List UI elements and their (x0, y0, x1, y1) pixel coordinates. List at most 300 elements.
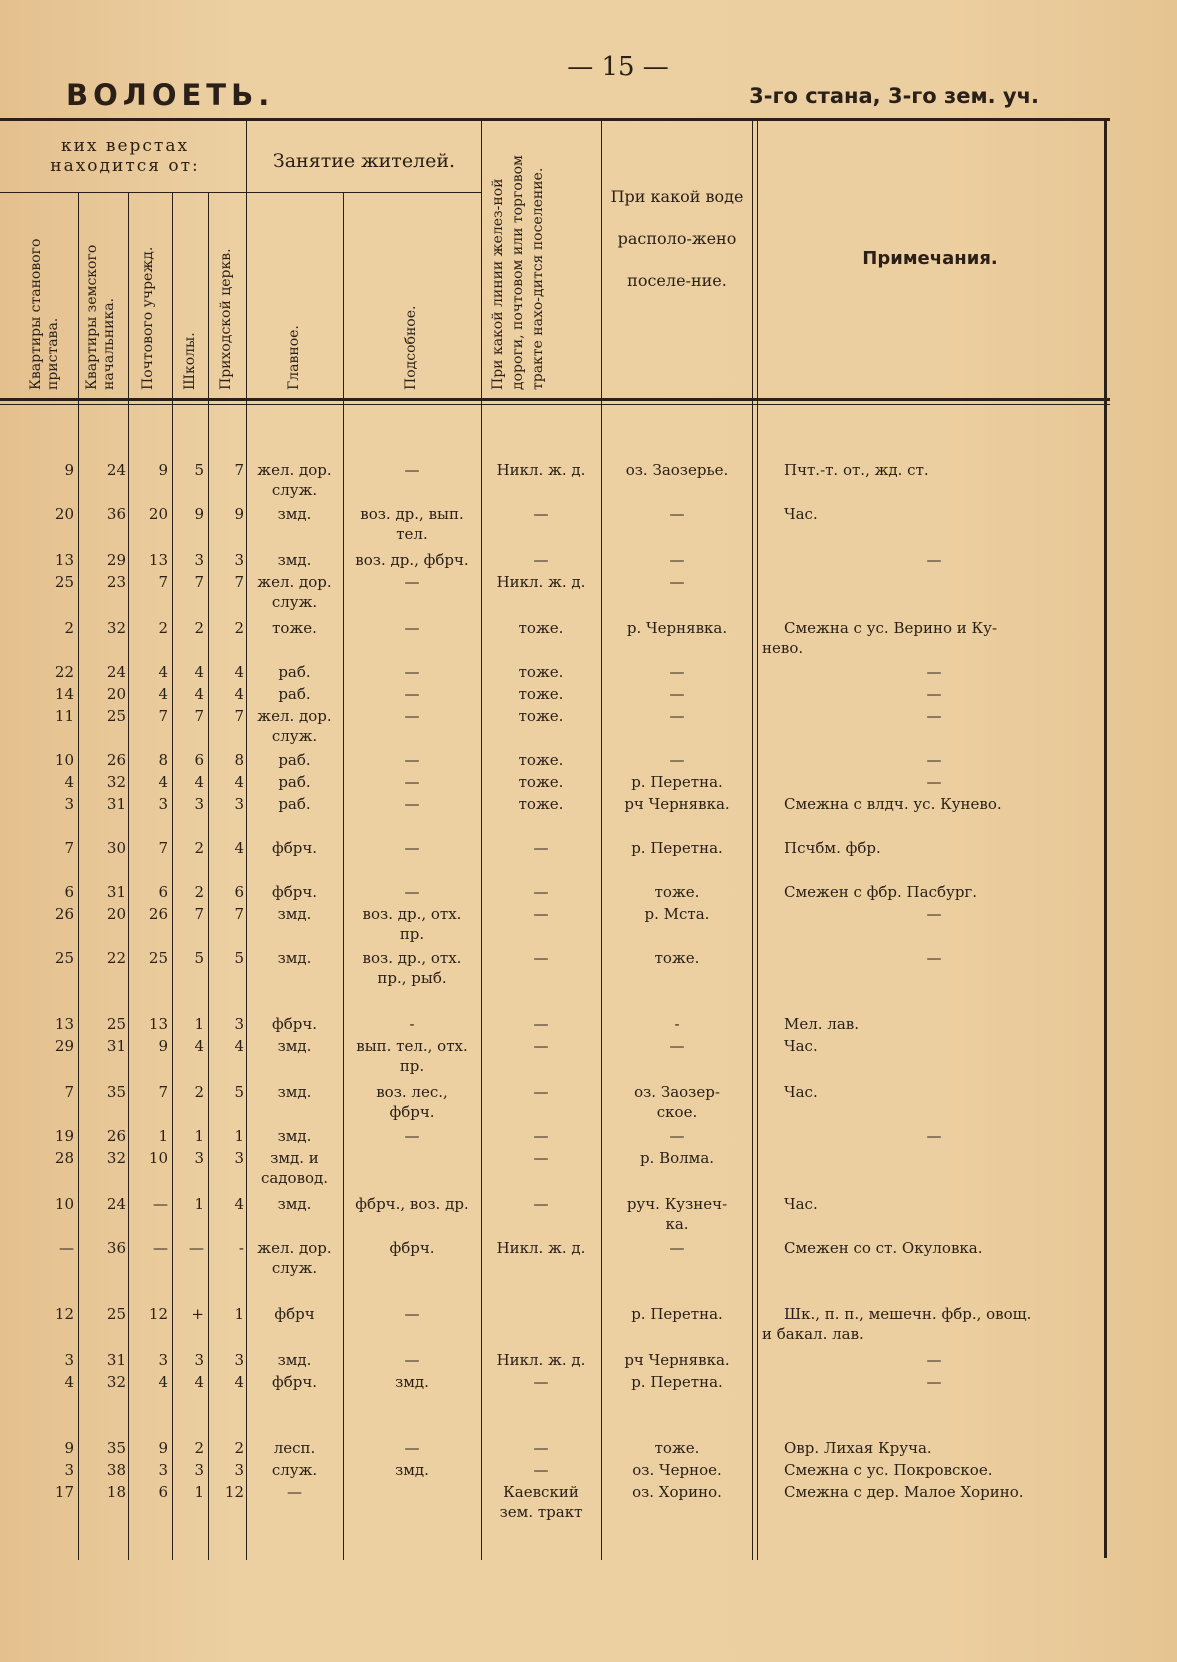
distance-cell: 10 (54, 1195, 74, 1213)
note-cell: — (926, 1127, 942, 1145)
occupation-aux-cell: воз. др., вып. (360, 505, 464, 523)
distance-cell: 25 (148, 949, 168, 967)
distance-cell: 3 (234, 1149, 244, 1167)
distance-cell: 4 (234, 1373, 244, 1391)
occupation-main-cell: змд. (277, 551, 312, 569)
distance-cell: 1 (194, 1127, 204, 1145)
distance-cell: 31 (106, 1037, 126, 1055)
occupation-aux-cell: змд. (395, 1373, 429, 1391)
distance-cell: 7 (194, 573, 204, 591)
railway-cell: тоже. (518, 751, 564, 769)
occupation-main-cell: садовод. (260, 1169, 329, 1187)
note-cell: — (926, 551, 942, 569)
distance-cell: 31 (106, 1351, 126, 1369)
railway-cell: — (533, 1037, 549, 1055)
distance-cell: 4 (234, 1195, 244, 1213)
occupation-main-cell: тоже. (272, 619, 317, 637)
distance-cell: 3 (194, 795, 204, 813)
distance-cell: 28 (54, 1149, 74, 1167)
water-cell: — (669, 1127, 685, 1145)
distance-cell: 7 (234, 905, 244, 923)
note-cell: Смежна с дер. Малое Хорино. (784, 1483, 1024, 1501)
distance-cell: 17 (54, 1483, 74, 1501)
distance-cell: 2 (194, 619, 204, 637)
note-cell: Смежен с фбр. Пасбург. (784, 883, 978, 901)
occupation-main-cell: фбрч. (271, 839, 318, 857)
page-number: — 15 — (567, 52, 669, 82)
railway-cell: — (533, 1195, 549, 1213)
distance-cell: 4 (64, 1373, 74, 1391)
note-cell: Смежен со ст. Окуловка. (784, 1239, 983, 1257)
distance-cell: 1 (194, 1483, 204, 1501)
occupation-main-cell: — (287, 1483, 302, 1501)
col-rule (757, 120, 758, 1560)
distance-cell: 6 (234, 883, 244, 901)
water-cell: оз. Заозер- (634, 1083, 720, 1101)
distance-cell: 7 (234, 707, 244, 725)
railway-cell: Никл. ж. д. (496, 573, 586, 591)
water-cell: оз. Хорино. (632, 1483, 722, 1501)
occupation-main-cell: жел. дор. (257, 573, 332, 591)
col-header-school: Школы. (182, 332, 198, 390)
occupation-aux-cell: — (404, 773, 420, 791)
railway-cell: Никл. ж. д. (496, 1351, 586, 1369)
railway-cell: Никл. ж. д. (496, 461, 586, 479)
col-rule (752, 120, 753, 1560)
distance-cell: 24 (106, 461, 126, 479)
water-cell: р. Чернявка. (626, 619, 728, 637)
note-cell: — (926, 1351, 942, 1369)
distance-cell: 3 (194, 551, 204, 569)
occupation-main-cell: раб. (278, 773, 311, 791)
note-cell: — (926, 685, 942, 703)
railway-cell: — (533, 1083, 549, 1101)
distance-cell: 1 (194, 1195, 204, 1213)
occupation-aux-cell: - (409, 1015, 415, 1033)
distance-cell: 4 (194, 685, 204, 703)
distance-cell: 36 (106, 505, 126, 523)
distance-cell: 20 (54, 505, 74, 523)
distance-cell: 7 (158, 573, 168, 591)
distance-cell: 24 (106, 663, 126, 681)
occupation-aux-cell: — (404, 839, 420, 857)
distance-cell: 4 (194, 1037, 204, 1055)
distance-cell: 35 (106, 1083, 126, 1101)
distance-cell: 6 (64, 883, 74, 901)
group-rule-1 (0, 192, 246, 193)
occupation-main-cell: раб. (278, 663, 311, 681)
group-occupation-header: Занятие жителей. (272, 150, 456, 172)
distance-cell: — (153, 1195, 168, 1213)
distance-cell: 2 (158, 619, 168, 637)
distance-cell: 2 (194, 1083, 204, 1101)
distance-cell: 1 (158, 1127, 168, 1145)
distance-cell: 31 (106, 795, 126, 813)
railway-cell: тоже. (518, 707, 564, 725)
distance-cell: 2 (64, 619, 74, 637)
occupation-main-cell: служ. (271, 1259, 318, 1277)
col-header-notes: Примечания. (862, 248, 998, 269)
occupation-main-cell: змд. (277, 1127, 312, 1145)
distance-cell: 38 (106, 1461, 126, 1479)
distance-cell: 4 (234, 1037, 244, 1055)
water-cell: руч. Кузнеч- (626, 1195, 728, 1213)
distance-cell: 7 (158, 839, 168, 857)
occupation-aux-cell: воз. др., отх. (362, 905, 462, 923)
water-cell: р. Мста. (644, 905, 710, 923)
note-cell: Овр. Лихая Круча. (784, 1439, 932, 1457)
distance-cell: 13 (148, 551, 168, 569)
occupation-main-cell: змд. (277, 1195, 312, 1213)
distance-cell: 32 (106, 619, 126, 637)
distance-cell: 5 (194, 461, 204, 479)
water-cell: ское. (656, 1103, 698, 1121)
distance-cell: 7 (194, 905, 204, 923)
occupation-main-cell: служ. (271, 1461, 318, 1479)
distance-cell: 3 (64, 795, 74, 813)
railway-cell: — (533, 949, 549, 967)
note-cell: — (926, 773, 942, 791)
water-cell: р. Перетна. (631, 1373, 723, 1391)
water-cell: — (669, 707, 685, 725)
distance-cell: 29 (54, 1037, 74, 1055)
distance-cell: 9 (158, 461, 168, 479)
note-cell: Пчт.-т. от., жд. ст. (784, 461, 929, 479)
distance-cell: — (189, 1239, 204, 1257)
distance-cell: 10 (54, 751, 74, 769)
distance-cell: 3 (234, 1461, 244, 1479)
water-cell: тоже. (654, 1439, 700, 1457)
distance-cell: 24 (106, 1195, 126, 1213)
distance-cell: 4 (194, 663, 204, 681)
col-header-church: Приходской церкв. (218, 248, 234, 390)
distance-cell: 4 (194, 773, 204, 791)
distance-cell: 25 (54, 949, 74, 967)
water-cell: р. Перетна. (631, 773, 723, 791)
distance-cell: 4 (158, 773, 168, 791)
distance-cell: 25 (106, 1015, 126, 1033)
water-cell: — (669, 685, 685, 703)
note-cell: — (926, 663, 942, 681)
occupation-aux-cell: — (404, 1439, 420, 1457)
distance-cell: 32 (106, 773, 126, 791)
note-cell: Шк., п. п., мешечн. фбр., овощ. (784, 1305, 1032, 1323)
distance-cell: 26 (54, 905, 74, 923)
occupation-aux-cell: воз. др., отх. (362, 949, 462, 967)
distance-cell: 6 (194, 751, 204, 769)
water-cell: оз. Черное. (632, 1461, 722, 1479)
note-cell: — (926, 949, 942, 967)
occupation-main-cell: служ. (271, 593, 318, 611)
occupation-aux-cell: — (404, 707, 420, 725)
distance-cell: 30 (106, 839, 126, 857)
distance-cell: 4 (234, 839, 244, 857)
right-rule (1104, 118, 1107, 1558)
distance-cell: 2 (234, 1439, 244, 1457)
railway-cell: — (533, 1373, 549, 1391)
district-title: ВОЛОЕТЬ. (66, 78, 275, 112)
occupation-aux-cell: — (404, 883, 420, 901)
railway-cell: тоже. (518, 619, 564, 637)
distance-cell: 25 (54, 573, 74, 591)
distance-cell: 1 (194, 1015, 204, 1033)
distance-cell: 2 (194, 883, 204, 901)
water-cell: ка. (665, 1215, 689, 1233)
distance-cell: 4 (234, 685, 244, 703)
occupation-main-cell: раб. (278, 685, 311, 703)
occupation-aux-cell: — (404, 795, 420, 813)
distance-cell: 12 (148, 1305, 168, 1323)
water-cell: — (669, 505, 685, 523)
occupation-aux-cell: — (404, 461, 420, 479)
note-cell: Мел. лав. (784, 1015, 859, 1033)
distance-cell: 6 (158, 1483, 168, 1501)
occupation-main-cell: служ. (271, 481, 318, 499)
distance-cell: 35 (106, 1439, 126, 1457)
water-cell: — (669, 751, 685, 769)
distance-cell: 5 (194, 949, 204, 967)
occupation-aux-cell: фбрч. (389, 1239, 435, 1257)
distance-cell: 9 (158, 1439, 168, 1457)
railway-cell: — (533, 839, 549, 857)
railway-cell: — (533, 883, 549, 901)
distance-cell: — (59, 1239, 74, 1257)
occupation-aux-cell: — (404, 751, 420, 769)
station-title: 3-го стана, 3-го зем. уч. (749, 84, 1039, 108)
distance-cell: 4 (158, 685, 168, 703)
distance-cell: 7 (158, 707, 168, 725)
distance-cell: 32 (106, 1149, 126, 1167)
distance-cell: 2 (234, 619, 244, 637)
occupation-main-cell: фбрч (274, 1305, 315, 1323)
col-header-stanovoy: Квартиры станового пристава. (28, 238, 61, 390)
railway-cell: — (533, 551, 549, 569)
distance-cell: 19 (54, 1127, 74, 1145)
water-cell: тоже. (654, 949, 700, 967)
distance-cell: 3 (234, 1351, 244, 1369)
distance-cell: 13 (148, 1015, 168, 1033)
note-cell: — (926, 905, 942, 923)
distance-cell: 25 (106, 707, 126, 725)
distance-cell: 29 (106, 551, 126, 569)
distance-cell: 20 (106, 905, 126, 923)
distance-cell: 3 (234, 1015, 244, 1033)
distance-cell: 3 (194, 1461, 204, 1479)
distance-cell: 7 (234, 461, 244, 479)
note-cell: — (926, 707, 942, 725)
railway-cell: тоже. (518, 663, 564, 681)
occupation-aux-cell: воз. лес., (376, 1083, 448, 1101)
water-cell: — (669, 1037, 685, 1055)
distance-cell: 3 (194, 1149, 204, 1167)
occupation-aux-cell: — (404, 685, 420, 703)
distance-cell: + (191, 1305, 204, 1323)
water-cell: рч Чернявка. (624, 1351, 730, 1369)
note-cell: — (926, 1373, 942, 1391)
distance-cell: 9 (194, 505, 204, 523)
distance-cell: 9 (158, 1037, 168, 1055)
distance-cell: 4 (64, 773, 74, 791)
distance-cell: - (238, 1239, 244, 1257)
distance-cell: 7 (234, 573, 244, 591)
distance-cell: 26 (148, 905, 168, 923)
distance-cell: 3 (234, 795, 244, 813)
occupation-main-cell: жел. дор. (257, 707, 332, 725)
water-cell: — (669, 1239, 685, 1257)
occupation-main-cell: жел. дор. (257, 461, 332, 479)
distance-cell: 1 (234, 1305, 244, 1323)
distance-cell: 7 (64, 1083, 74, 1101)
distance-cell: 26 (106, 1127, 126, 1145)
occupation-main-cell: змд. (277, 905, 312, 923)
col-header-line: При какой линии желез-ной дороги, почтовом или торговом тракте нахо-дится поселение. (490, 155, 546, 390)
note-cell: Смежна с ус. Покровское. (784, 1461, 993, 1479)
distance-cell: 3 (158, 795, 168, 813)
distance-cell: 4 (234, 773, 244, 791)
distance-cell: 9 (64, 461, 74, 479)
occupation-aux-cell: змд. (395, 1461, 429, 1479)
water-cell: оз. Заозерье. (625, 461, 729, 479)
note-cell: Смежна с влдч. ус. Кунево. (784, 795, 1002, 813)
distance-cell: 3 (158, 1461, 168, 1479)
distance-cell: 4 (158, 663, 168, 681)
railway-cell: — (533, 1461, 549, 1479)
distance-cell: 5 (234, 1083, 244, 1101)
distance-cell: 8 (234, 751, 244, 769)
railway-cell: — (533, 505, 549, 523)
note-cell: — (926, 751, 942, 769)
distance-cell: 4 (158, 1373, 168, 1391)
railway-cell: — (533, 1439, 549, 1457)
group-rule-2 (246, 192, 481, 193)
occupation-aux-cell: пр., рыб. (377, 969, 447, 987)
distance-cell: 7 (64, 839, 74, 857)
occupation-main-cell: фбрч. (271, 1015, 318, 1033)
occupation-main-cell: фбрч. (271, 883, 318, 901)
distance-cell: 22 (106, 949, 126, 967)
railway-cell: Никл. ж. д. (496, 1239, 586, 1257)
distance-cell: 6 (158, 883, 168, 901)
water-cell: рч Чернявка. (624, 795, 730, 813)
note-cell: Час. (784, 1195, 818, 1213)
distance-cell: 9 (234, 505, 244, 523)
distance-cell: 4 (194, 1373, 204, 1391)
distance-cell: 4 (234, 663, 244, 681)
railway-cell: тоже. (518, 685, 564, 703)
distance-cell: 8 (158, 751, 168, 769)
railway-cell: — (533, 905, 549, 923)
occupation-main-cell: змд. и (270, 1149, 319, 1167)
distance-cell: 2 (194, 839, 204, 857)
occupation-main-cell: служ. (271, 727, 318, 745)
col-header-post: Почтового учрежд. (140, 246, 156, 390)
col-header-aux: Подсобное. (403, 305, 419, 390)
distance-cell: 9 (64, 1439, 74, 1457)
distance-cell: 14 (54, 685, 74, 703)
occupation-main-cell: змд. (277, 1351, 312, 1369)
occupation-aux-cell: фбрч., воз. др. (355, 1195, 469, 1213)
note-cell: Псчбм. фбр. (784, 839, 881, 857)
distance-cell: 26 (106, 751, 126, 769)
header-rule (0, 398, 1110, 401)
col-header-main: Главное. (286, 325, 302, 390)
distance-cell: 22 (54, 663, 74, 681)
col-rule (128, 192, 129, 1560)
distance-cell: 2 (194, 1439, 204, 1457)
distance-cell: 20 (148, 505, 168, 523)
occupation-main-cell: раб. (278, 751, 311, 769)
distance-cell: 3 (194, 1351, 204, 1369)
occupation-aux-cell: — (404, 1127, 420, 1145)
railway-cell: — (533, 1127, 549, 1145)
note-cell: нево. (762, 639, 804, 657)
distance-cell: 3 (64, 1351, 74, 1369)
distance-cell: 13 (54, 1015, 74, 1033)
water-cell: тоже. (654, 883, 700, 901)
distance-cell: 18 (106, 1483, 126, 1501)
distance-cell: 25 (106, 1305, 126, 1323)
distance-cell: 11 (54, 707, 74, 725)
railway-cell: тоже. (518, 795, 564, 813)
occupation-aux-cell: пр. (399, 1057, 425, 1075)
railway-cell: тоже. (518, 773, 564, 791)
occupation-aux-cell: — (404, 663, 420, 681)
note-cell: Смежна с ус. Верино и Ку- (784, 619, 998, 637)
occupation-aux-cell: — (404, 619, 420, 637)
group-distance-header: ких верстах находится от: (50, 136, 200, 176)
distance-cell: 20 (106, 685, 126, 703)
distance-cell: 13 (54, 551, 74, 569)
distance-cell: 7 (158, 1083, 168, 1101)
note-cell: Час. (784, 1083, 818, 1101)
water-cell: — (669, 551, 685, 569)
note-cell: и бакал. лав. (762, 1325, 864, 1343)
occupation-main-cell: змд. (277, 1037, 312, 1055)
water-cell: — (669, 663, 685, 681)
distance-cell: 7 (194, 707, 204, 725)
distance-cell: 3 (158, 1351, 168, 1369)
railway-cell: — (533, 1149, 549, 1167)
occupation-main-cell: раб. (278, 795, 311, 813)
header-rule-thin (0, 404, 1110, 405)
railway-cell: Каевский (503, 1483, 579, 1501)
distance-cell: 12 (54, 1305, 74, 1323)
distance-cell: 3 (234, 551, 244, 569)
occupation-aux-cell: — (404, 1351, 420, 1369)
occupation-main-cell: лесп. (273, 1439, 316, 1457)
distance-cell: 32 (106, 1373, 126, 1391)
occupation-aux-cell: — (404, 1305, 420, 1323)
col-header-zemsky: Квартиры земского начальника. (84, 244, 117, 390)
distance-cell: — (153, 1239, 168, 1257)
occupation-main-cell: жел. дор. (257, 1239, 332, 1257)
railway-cell: зем. тракт (499, 1503, 583, 1521)
distance-cell: 31 (106, 883, 126, 901)
water-cell: — (669, 573, 685, 591)
occupation-main-cell: змд. (277, 949, 312, 967)
water-cell: р. Перетна. (631, 839, 723, 857)
occupation-main-cell: фбрч. (271, 1373, 318, 1391)
occupation-aux-cell: фбрч. (389, 1103, 435, 1121)
note-cell: Час. (784, 1037, 818, 1055)
distance-cell: 10 (148, 1149, 168, 1167)
col-rule (172, 192, 173, 1560)
col-rule (208, 192, 209, 1560)
distance-cell: 12 (224, 1483, 244, 1501)
railway-cell: — (533, 1015, 549, 1033)
distance-cell: 3 (64, 1461, 74, 1479)
col-header-water: При какой воде располо-жено поселе-ние. (610, 187, 744, 290)
